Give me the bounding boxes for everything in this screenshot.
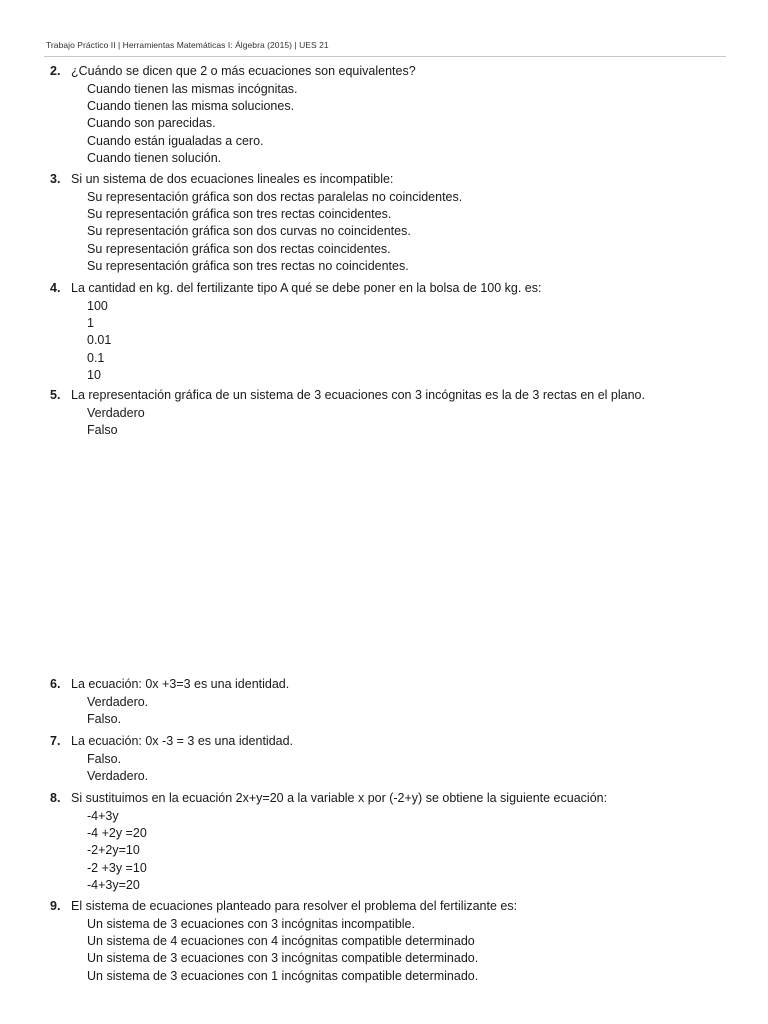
question-3 bbox=[50, 171, 730, 275]
question-7 bbox=[50, 733, 730, 785]
question-2 bbox=[50, 63, 730, 167]
answer-option[interactable]: 100 bbox=[87, 299, 108, 313]
answer-option[interactable]: Cuando tienen las misma soluciones. bbox=[87, 99, 295, 114]
question-6-prompt bbox=[50, 676, 730, 693]
answer-option[interactable]: 10 bbox=[87, 367, 101, 382]
answer-option[interactable]: -2+2y=10 bbox=[87, 843, 140, 858]
answer-option[interactable]: Un sistema de 4 ecuaciones con 4 incógnitas compatible determinado bbox=[87, 934, 475, 949]
answer-option[interactable]: Falso. bbox=[87, 752, 122, 766]
question-number: 7. bbox=[50, 734, 61, 748]
question-5 bbox=[50, 387, 730, 439]
question-4 bbox=[50, 280, 730, 384]
answer-option[interactable]: Un sistema de 3 ecuaciones con 3 incógnitas compatible determinado. bbox=[87, 951, 479, 966]
answer-option[interactable]: Cuando están igualadas a cero. bbox=[87, 133, 264, 148]
question-text: Si un sistema de dos ecuaciones lineales es incompatible: bbox=[71, 172, 394, 186]
answer-option[interactable]: Su representación gráfica son tres rectas coincidentes. bbox=[87, 207, 392, 222]
question-text: La cantidad en kg. del fertilizante tipo A qué se debe poner en la bolsa de 100 kg. es: bbox=[71, 281, 542, 295]
answer-option[interactable]: Verdadero bbox=[87, 406, 145, 420]
answer-option[interactable]: -4 +2y =20 bbox=[87, 826, 147, 841]
answer-option[interactable]: 0.1 bbox=[87, 350, 105, 365]
answer-option[interactable]: Un sistema de 3 ecuaciones con 3 incógnitas incompatible. bbox=[87, 917, 415, 931]
question-8-prompt bbox=[50, 790, 730, 807]
question-number: 3. bbox=[50, 172, 61, 186]
answer-option[interactable]: Cuando tienen solución. bbox=[87, 150, 222, 165]
question-3-prompt bbox=[50, 171, 730, 188]
answer-option[interactable]: -2 +3y =10 bbox=[87, 860, 147, 875]
answer-option[interactable]: Cuando tienen las mismas incógnitas. bbox=[87, 82, 298, 96]
page-header: Trabajo Práctico II | Herramientas Matemáticas I: Álgebra (2015) | UES 21 bbox=[46, 40, 329, 50]
answer-option[interactable]: Verdadero. bbox=[87, 695, 149, 709]
answer-option[interactable]: -4+3y bbox=[87, 809, 119, 823]
question-9-prompt bbox=[50, 898, 730, 915]
question-number: 6. bbox=[50, 677, 61, 691]
question-text: La ecuación: 0x +3=3 es una identidad. bbox=[71, 677, 290, 691]
question-text: ¿Cuándo se dicen que 2 o más ecuaciones son equivalentes? bbox=[71, 64, 416, 78]
answer-option[interactable]: Su representación gráfica son tres rectas no coincidentes. bbox=[87, 258, 409, 273]
question-text: La representación gráfica de un sistema de 3 ecuaciones con 3 incógnitas es la de 3 rectas en el plano. bbox=[71, 388, 645, 402]
question-9 bbox=[50, 898, 730, 985]
answer-option[interactable]: Un sistema de 3 ecuaciones con 1 incógnitas compatible determinado. bbox=[87, 968, 479, 983]
question-number: 4. bbox=[50, 281, 61, 295]
question-text: El sistema de ecuaciones planteado para resolver el problema del fertilizante es: bbox=[71, 899, 518, 913]
answer-option[interactable]: Falso. bbox=[87, 712, 122, 727]
header-divider bbox=[44, 56, 726, 57]
question-7-prompt bbox=[50, 733, 730, 750]
question-number: 9. bbox=[50, 899, 61, 913]
question-number: 8. bbox=[50, 791, 61, 805]
question-4-prompt bbox=[50, 280, 730, 297]
question-8 bbox=[50, 790, 730, 894]
question-text: Si sustituimos en la ecuación 2x+y=20 a la variable x por (-2+y) se obtiene la siguiente ecuación: bbox=[71, 791, 608, 805]
answer-option[interactable]: Su representación gráfica son dos rectas coincidentes. bbox=[87, 241, 391, 256]
answer-option[interactable]: Verdadero. bbox=[87, 769, 149, 784]
answer-option[interactable]: Su representación gráfica son dos rectas paralelas no coincidentes. bbox=[87, 190, 463, 204]
answer-option[interactable]: 0.01 bbox=[87, 333, 112, 348]
answer-option[interactable]: Su representación gráfica son dos curvas no coincidentes. bbox=[87, 224, 411, 239]
answer-option[interactable]: Cuando son parecidas. bbox=[87, 116, 216, 131]
answer-option[interactable]: 1 bbox=[87, 316, 94, 331]
answer-option[interactable]: Falso bbox=[87, 423, 118, 438]
question-2-prompt bbox=[50, 63, 730, 80]
answer-option[interactable]: -4+3y=20 bbox=[87, 877, 140, 892]
question-number: 2. bbox=[50, 64, 61, 78]
question-number: 5. bbox=[50, 388, 61, 402]
question-6 bbox=[50, 676, 730, 728]
question-text: La ecuación: 0x -3 = 3 es una identidad. bbox=[71, 734, 294, 748]
question-5-prompt bbox=[50, 387, 730, 404]
